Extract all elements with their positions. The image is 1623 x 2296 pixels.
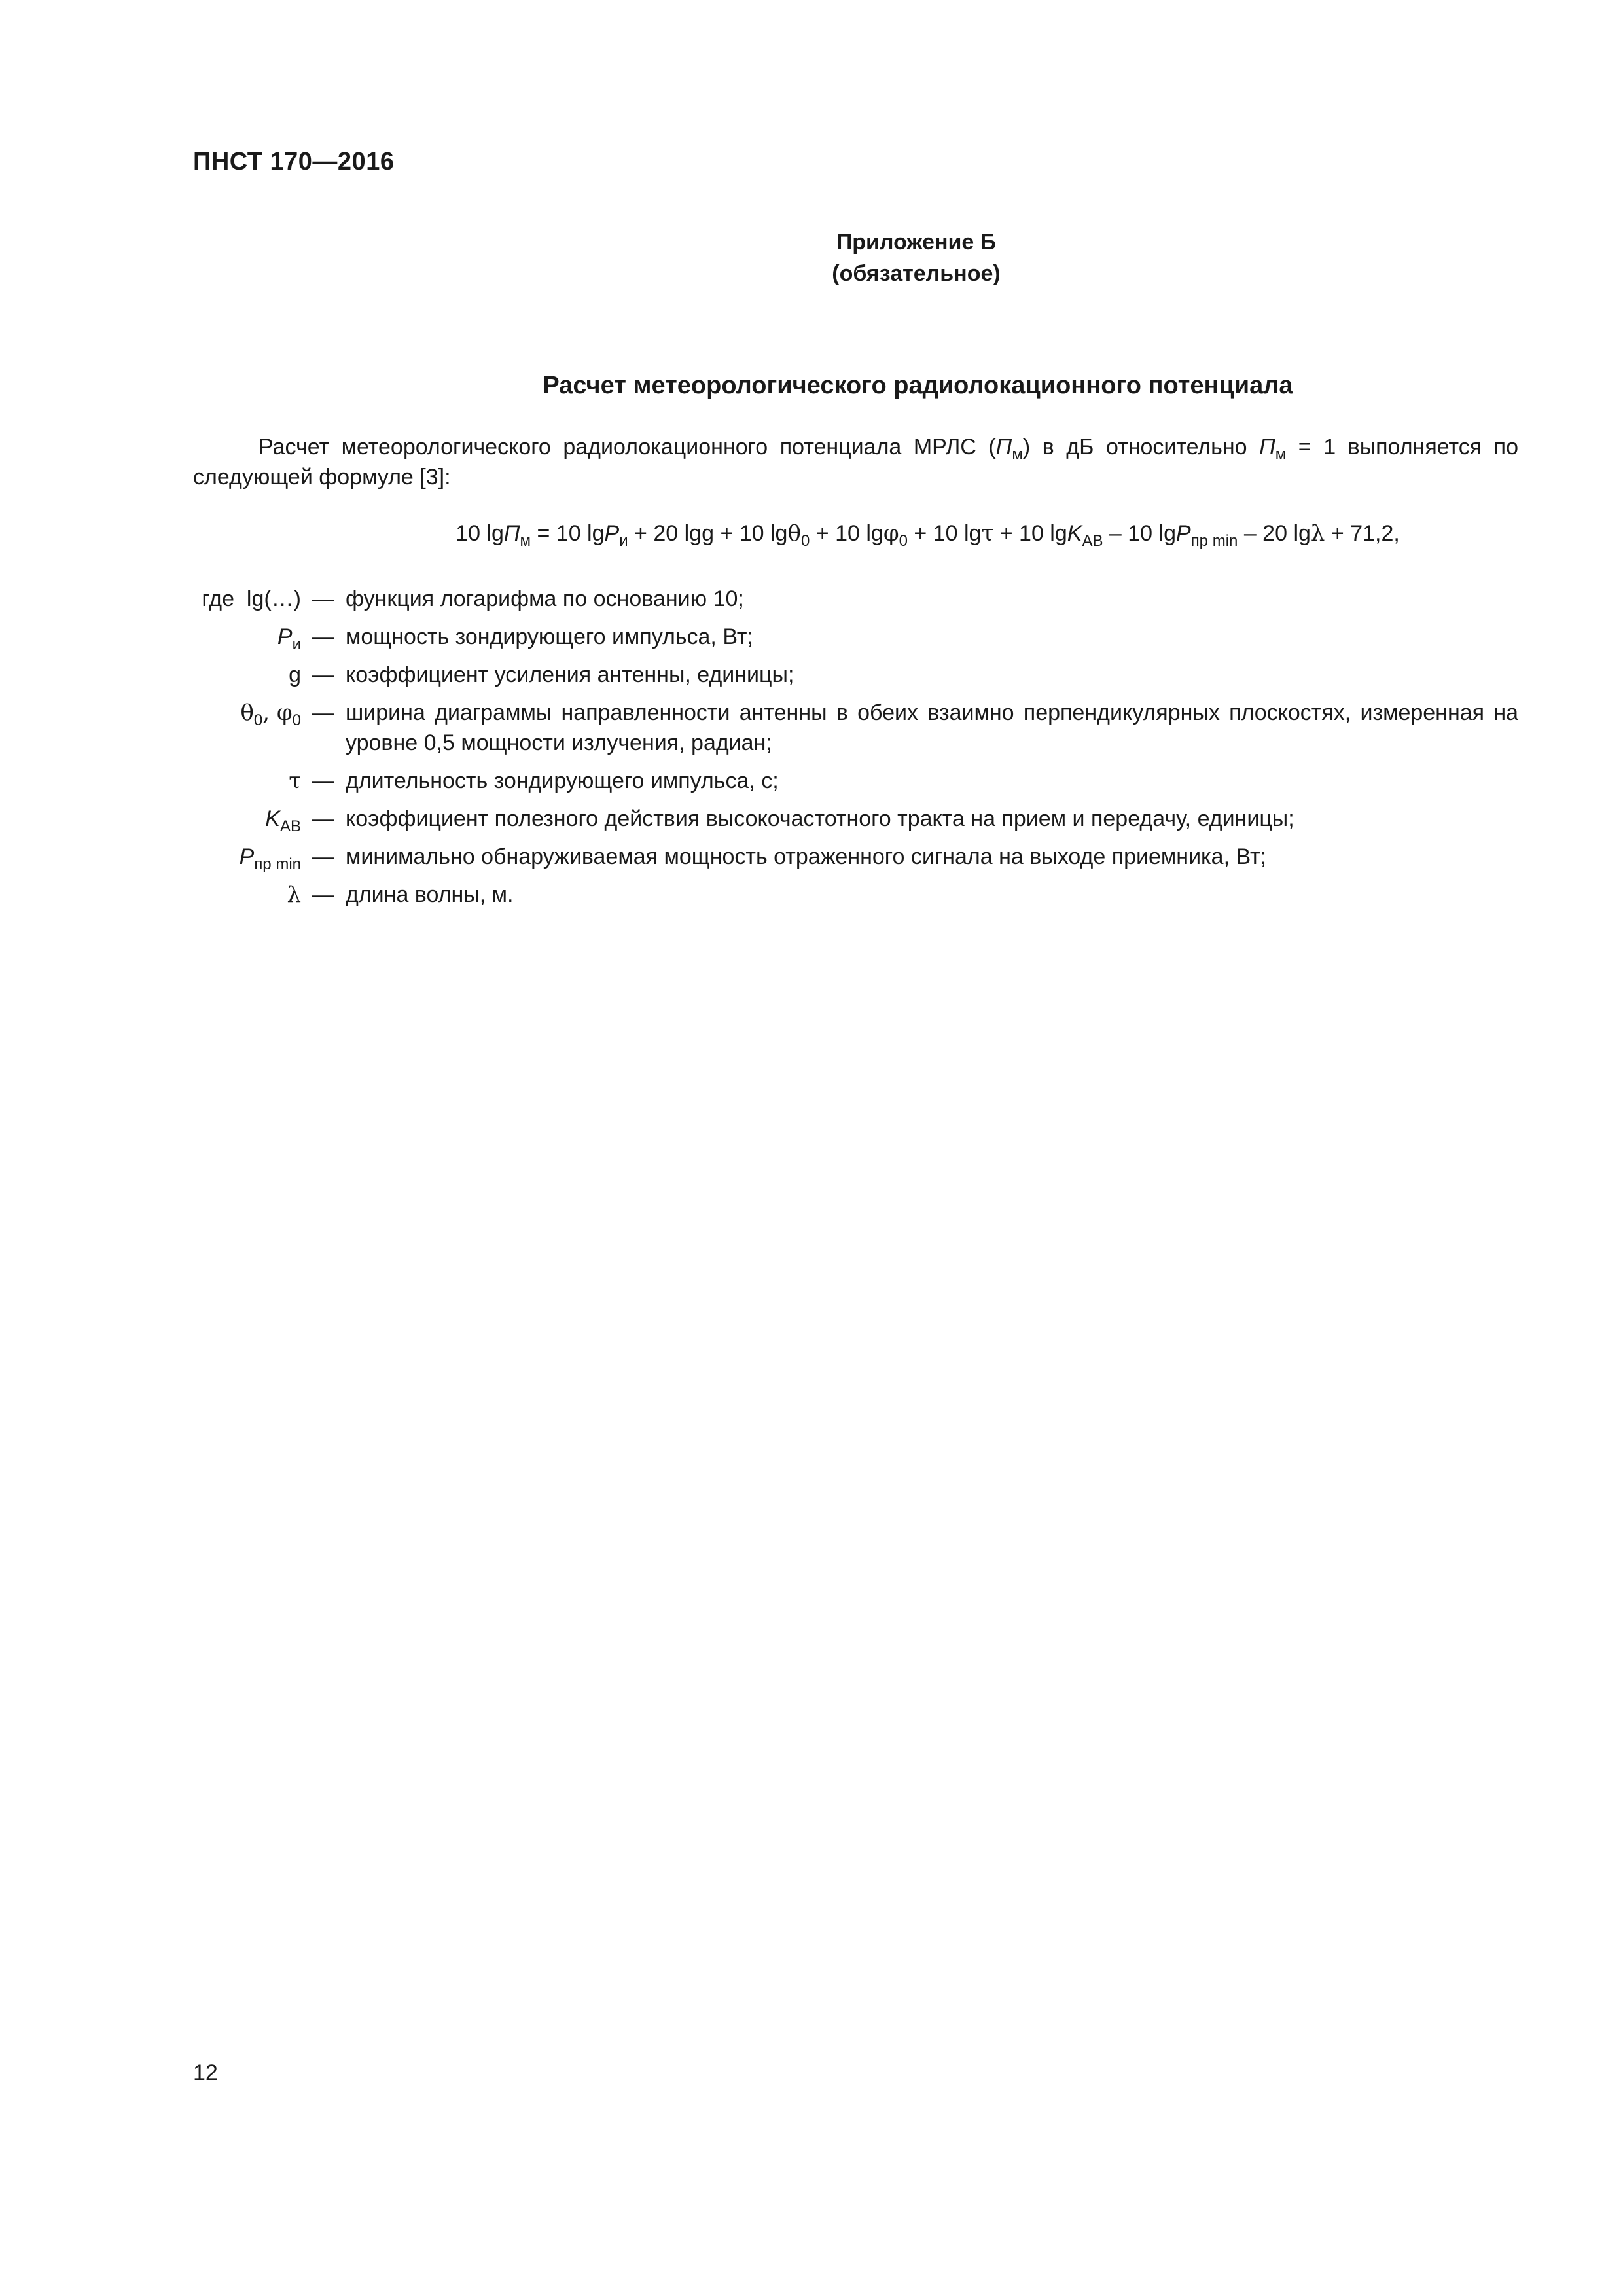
definition-symbol: τ — [289, 768, 301, 794]
pm-symbol-2: П — [1259, 435, 1275, 459]
intro-text-3: = 1 выполняется по следующей формуле [3]: — [193, 435, 1518, 490]
section-title — [0, 372, 1623, 400]
definition-symbol: λ — [287, 882, 301, 908]
pm-subscript-2: м — [1275, 446, 1287, 463]
definition-row — [193, 660, 1518, 690]
intro-paragraph — [193, 432, 1518, 492]
document-code: ПНСТ 170—2016 — [193, 148, 395, 175]
definition-symbol: где lg(…) — [193, 584, 301, 614]
definition-row — [193, 698, 1518, 758]
definition-symbol: $P_и$ — [277, 624, 301, 653]
definition-symbol: $P_{пр min}$ — [239, 844, 301, 873]
appendix-title: Приложение Б — [836, 230, 997, 255]
definition-dash: — — [312, 700, 334, 725]
definition-row — [193, 584, 1518, 614]
definition-row — [193, 804, 1518, 834]
intro-text-1: Расчет метеорологического радиолокационного потенциала МРЛС ( — [259, 435, 996, 459]
definition-text: мощность зондирующего импульса, Вт; — [346, 624, 753, 649]
definition-text: длительность зондирующего импульса, с; — [346, 768, 779, 793]
definition-text: функция логарифма по основанию 10; — [346, 586, 744, 611]
definition-row — [193, 766, 1518, 796]
section-title-text: Расчет метеорологического радиолокационного потенциала — [543, 372, 1293, 399]
definition-symbol: g — [289, 662, 301, 687]
definition-row — [193, 842, 1518, 872]
definition-dash: — — [312, 624, 334, 649]
page-number: 12 — [193, 2060, 218, 2085]
definition-dash: — — [312, 768, 334, 793]
definition-row — [193, 880, 1518, 910]
appendix-status: (обязательное) — [832, 261, 1001, 286]
definition-symbol: $K_{АВ}$ — [265, 806, 301, 835]
where-word: где — [202, 586, 234, 611]
definition-text: длина волны, м. — [346, 882, 514, 907]
definition-dash: — — [312, 882, 334, 907]
definitions-list — [193, 584, 1518, 918]
main-formula: 10 lgП$_м$ = 10 lgP$_и$ + 20 lgg + 10 lgθ$_0$ + 10 lgφ$_0$ + 10 lgτ + 10 lgK$_{АВ}$ – 10 lgP$_{пр min}$ – 20 lgλ + 71,2, — [455, 520, 1400, 550]
pm-symbol: П — [995, 435, 1012, 459]
definition-text: коэффициент усиления антенны, единицы; — [346, 662, 794, 687]
definition-dash: — — [312, 844, 334, 869]
definition-text: ширина диаграммы направленности антенны в обеих взаимно перпендикулярных плоскостях, измеренная на уровне 0,5 мощности излучения, радиан; — [346, 700, 1518, 755]
appendix-heading — [0, 226, 1623, 289]
pm-subscript: м — [1012, 446, 1023, 463]
intro-text-2: ) в дБ относительно — [1022, 435, 1260, 459]
definition-dash: — — [312, 806, 334, 831]
definition-symbol: $\theta_0$, $\varphi_0$ — [240, 700, 301, 729]
definition-text: коэффициент полезного действия высокочастотного тракта на прием и передачу, единицы; — [346, 806, 1294, 831]
definition-row — [193, 622, 1518, 652]
definition-text: минимально обнаруживаемая мощность отраженного сигнала на выходе приемника, Вт; — [346, 844, 1267, 869]
definition-dash: — — [312, 662, 334, 687]
definition-dash: — — [312, 586, 334, 611]
